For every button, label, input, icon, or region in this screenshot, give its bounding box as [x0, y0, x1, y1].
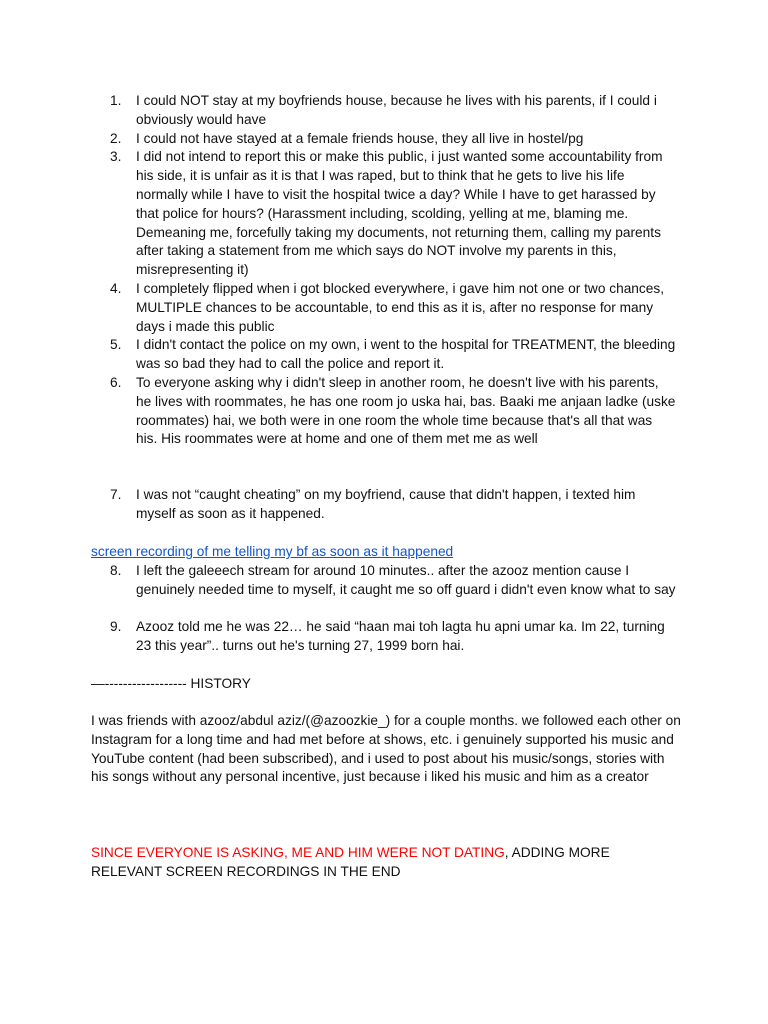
- history-heading: —------------------ HISTORY: [91, 676, 251, 691]
- screen-recording-link[interactable]: screen recording of me telling my bf as soon as it happened: [91, 544, 454, 559]
- list-number: 8.: [110, 563, 122, 578]
- list-item-1: [0, 92, 768, 130]
- list-number: 6.: [110, 374, 122, 390]
- not-dating-statement: SINCE EVERYONE IS ASKING, ME AND HIM WERE NOT DATING: [91, 845, 505, 860]
- list-item-text: I completely flipped when i got blocked everywhere, i gave him not one or two chances, MULTIPLE chances to be accountable, to end this as it is, after no response for many days i made this public: [136, 280, 665, 334]
- list-item-text: I was not “caught cheating” on my boyfriend, cause that didn't happen, i texted him myself as soon as it happened.: [136, 487, 636, 521]
- list-item-text: I didn't contact the police on my own, i went to the hospital for TREATMENT, the bleeding was so bad they had to call the police and report it.: [136, 337, 676, 372]
- list-item-7: [0, 486, 768, 524]
- list-item-8: [0, 562, 768, 600]
- list-item-4: [0, 280, 768, 336]
- list-number: 7.: [110, 487, 122, 502]
- list-item-text: To everyone asking why i didn't sleep in another room, he doesn't live with his parents, he lives with roommates, he has one room jo uska hai, bas. Baaki me anjaan ladke (uske roommates) hai, we both were in one room the whole time because that's all that was his. His roommates were at home and one of them met me as well: [136, 374, 676, 447]
- list-item-text: I left the galeeech stream for around 10 minutes.. after the azooz mention cause I genuinely needed time to myself, it caught me so off guard i didn't even know what to say: [136, 563, 676, 597]
- list-number: 4.: [110, 280, 122, 296]
- list-number: 2.: [110, 130, 122, 146]
- list-number: 1.: [110, 93, 122, 108]
- list-number: 9.: [110, 619, 122, 635]
- list-item-9: [0, 618, 768, 656]
- list-number: 5.: [110, 337, 122, 353]
- list-item-text: I could NOT stay at my boyfriends house, because he lives with his parents, if I could i obviously would have: [136, 93, 657, 127]
- numbered-list-item-7: [0, 486, 768, 524]
- link-paragraph: [91, 543, 681, 562]
- blank-line: [0, 600, 768, 619]
- list-item-2: [0, 130, 768, 149]
- list-item-text: I did not intend to report this or make this public, i just wanted some accountability from his side, it is unfair as it is that I was raped, but to think that he gets to live his life normally while I have to visit the hospital twice a day? While I have to get harassed by that police for hours? (Harassment including, scolding, yelling at me, blaming me. Demeaning me, forcefully taking my documents, not returning them, calling my parents after taking a statement from me which says do NOT involve my parents in this, misrepresenting it): [136, 149, 663, 278]
- history-paragraph: I was friends with azooz/abdul aziz/(@azoozkie_) for a couple months. we followed each other on Instagram for a long time and had met before at shows, etc. i genuinely supported his music and YouTube content (had been subscribed), and i used to post about his music/songs, stories with his songs without any personal incentive, just because i liked his music and him as a creator: [91, 713, 681, 785]
- list-item-text: I could not have stayed at a female friends house, they all live in hostel/pg: [136, 130, 584, 146]
- list-item-text: Azooz told me he was 22… he said “haan mai toh lagta hu apni umar ka. Im 22, turning 23 this year”.. turns out he's turning 27, 1999 born hai.: [136, 619, 665, 654]
- list-item-6: [0, 374, 768, 449]
- list-item-3: [0, 148, 768, 280]
- numbered-list-items-8-9: [0, 562, 768, 656]
- list-item-5: [0, 336, 768, 374]
- numbered-list-main: [0, 92, 768, 449]
- closing-rest: , ADDING MORE RELEVANT SCREEN RECORDINGS IN THE END: [91, 845, 610, 879]
- list-number: 3.: [110, 149, 122, 165]
- closing-note: [91, 844, 681, 882]
